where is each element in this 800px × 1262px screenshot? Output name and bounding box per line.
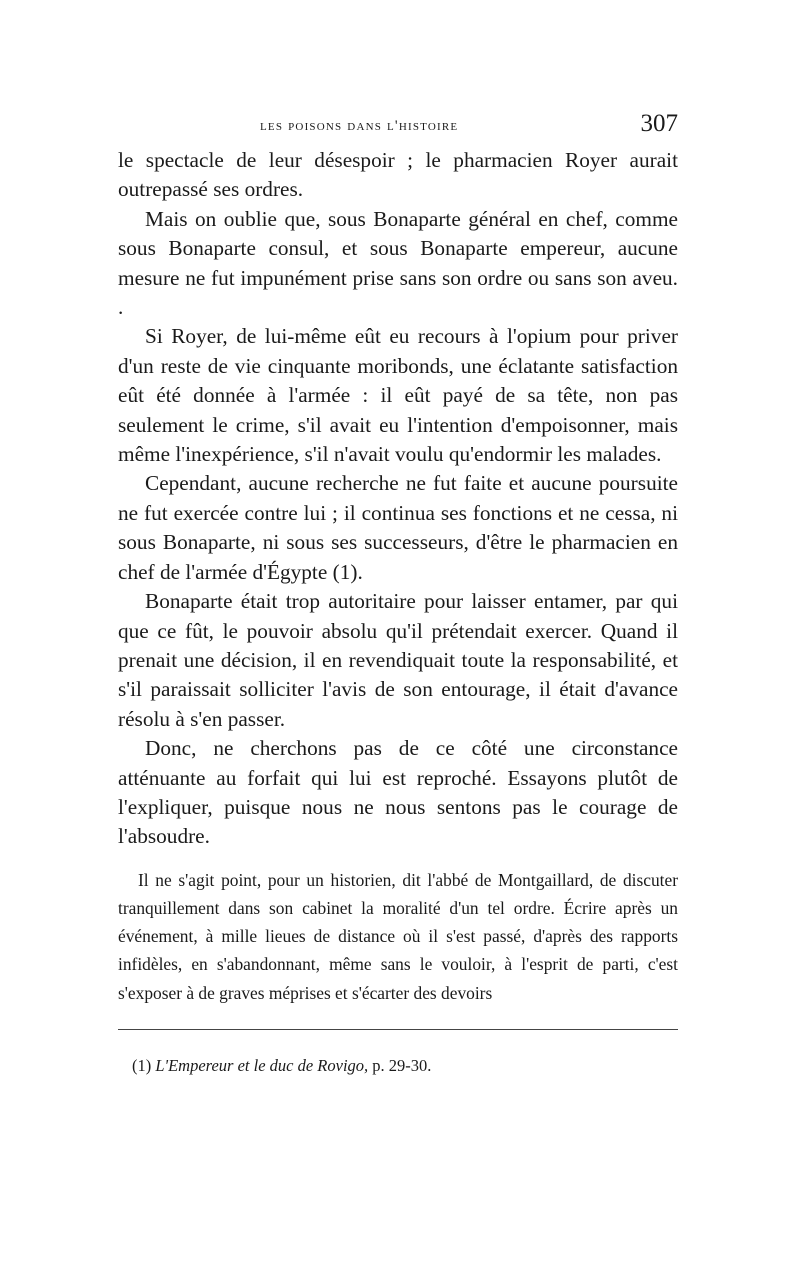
paragraph: Cependant, aucune recherche ne fut faite et aucune poursuite ne fut exercée contre lui ; il continua ses fonctions et ne cessa, ni sous Bonaparte, ni sous ses successeurs, d'être le pharmacien en chef de l'armée d'Égypte (1). bbox=[118, 471, 678, 584]
footnote-separator bbox=[118, 1029, 678, 1030]
footnote-pages: p. 29-30. bbox=[372, 1055, 432, 1075]
paragraph: Mais on oublie que, sous Bonaparte général en chef, comme sous Bonaparte consul, et sous Bonaparte empereur, aucune mesure ne fut impunément prise sans son ordre ou sans son aveu. . bbox=[118, 206, 678, 320]
footnote-title: L'Empereur et le duc de Rovigo, bbox=[155, 1055, 369, 1075]
paragraph: Donc, ne cherchons pas de ce côté une circonstance atténuante au forfait qui lui est reproché. Essayons plutôt de l'expliquer, puisque nous ne nous sentons pas le courage de l'absoudre. bbox=[118, 736, 678, 849]
book-page bbox=[118, 110, 678, 1076]
footnote-marker: (1) bbox=[132, 1055, 152, 1075]
paragraph: Si Royer, de lui-même eût eu recours à l'opium pour priver d'un reste de vie cinquante moribonds, une éclatante satisfaction eût été donnée à l'armée : il eût payé de sa tête, non pas seulement le crime, s'il avait eu l'intention d'empoisonner, mais même l'inexpérience, s'il n'avait voulu qu'endormir les malades. bbox=[118, 324, 678, 467]
running-title: les poisons dans l'histoire bbox=[260, 118, 459, 134]
body-text bbox=[118, 146, 678, 852]
page-number: 307 bbox=[640, 110, 678, 137]
footnote bbox=[118, 1056, 678, 1076]
page-header bbox=[118, 110, 678, 146]
paragraph: le spectacle de leur désespoir ; le pharmacien Royer aurait outrepassé ses ordres. bbox=[118, 148, 678, 202]
paragraph: Bonaparte était trop autoritaire pour laisser entamer, par qui que ce fût, le pouvoir absolu qu'il prétendait exercer. Quand il prenait une décision, il en revendiquait toute la responsabilité, et s'il paraissait solliciter l'avis de son entourage, il était d'avance résolu à s'en passer. bbox=[118, 589, 678, 731]
block-quote: Il ne s'agit point, pour un historien, dit l'abbé de Montgaillard, de discuter tranquillement dans son cabinet la moralité d'un tel ordre. Écrire après un événement, à mille lieues de distance où il s'est passé, d'après des rapports infidèles, en s'abandonnant, même sans le vouloir, à l'esprit de parti, c'est s'exposer à de graves méprises et s'écarter des devoirs bbox=[118, 869, 678, 1003]
